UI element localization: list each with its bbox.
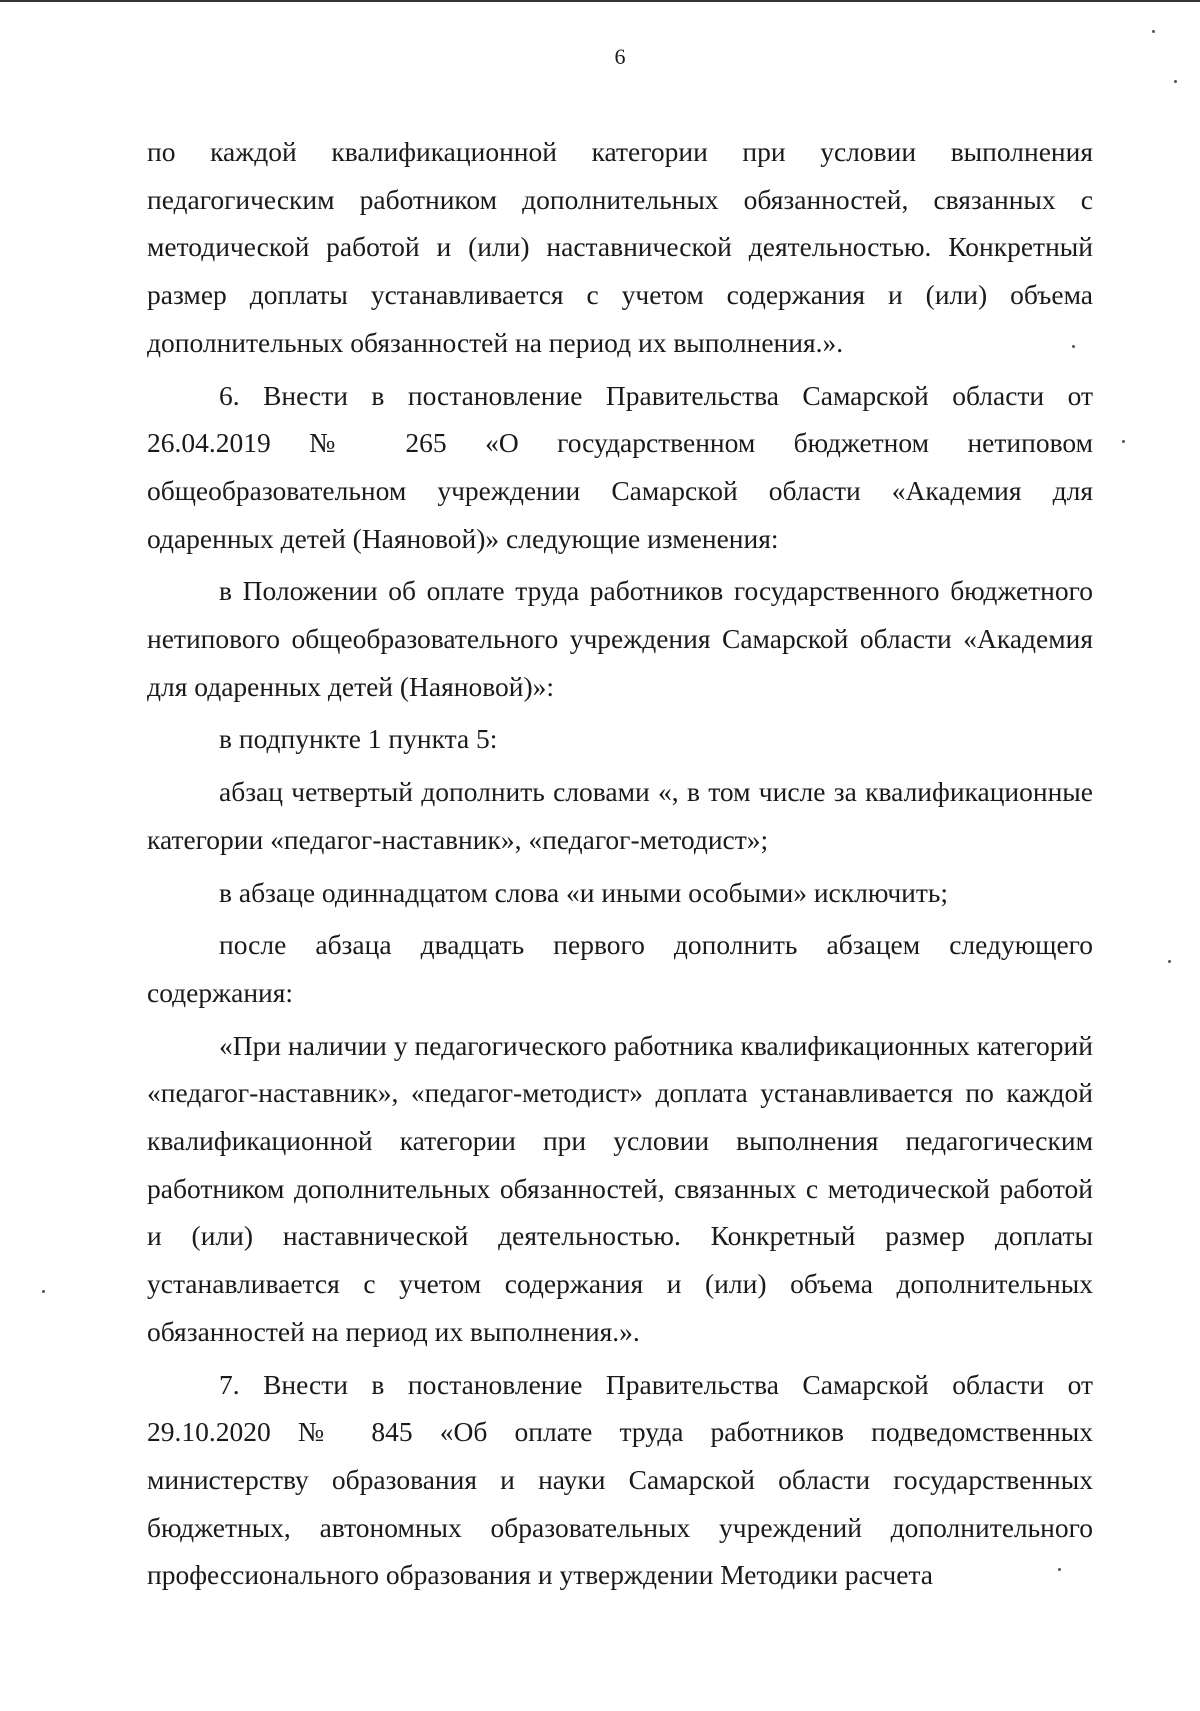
scan-speck: [1174, 80, 1177, 83]
paragraph-eleventh-abzac: в абзаце одиннадцатом слова «и иными особыми» исключить;: [219, 876, 949, 908]
paragraph-subpoint: в подпункте 1 пункта 5:: [219, 723, 498, 755]
paragraph-twenty-first-abzac: после абзаца двадцать первого дополнить абзацем следующего содержания:: [147, 929, 1093, 1008]
paragraph-item-6: 6. Внести в постановление Правительства Самарской области от 26.04.2019 № 265 «О государственном бюджетном нетиповом общеобразовательном учреждении Самарской области «Академия для одаренных детей (Наяновой)» следующие изменения:: [147, 379, 1093, 554]
paragraph-quoted-amendment: «При наличии у педагогического работника квалификационных категорий «педагог-наставник», «педагог-методист» доплата устанавливается по каждой квалификационной категории при условии выполнения педагогическим работником дополнительных обязанностей, связанных с методической работой и (или) наставнической деятельностью. Конкретный размер доплаты устанавливается с учетом содержания и (или) объема дополнительных обязанностей на период их выполнения.».: [147, 1029, 1093, 1347]
scan-top-edge: [0, 0, 1200, 2]
scan-speck: [42, 1290, 45, 1293]
scan-speck: [1058, 1568, 1061, 1571]
page-number: 6: [614, 44, 626, 69]
scan-speck: [1122, 440, 1125, 443]
paragraph-item-7: 7. Внести в постановление Правительства Самарской области от 29.10.2020 № 845 «Об оплате труда работников подведомственных министерству образования и науки Самарской области государственных бюджетных, автономных образовательных учреждений дополнительного профессионального образования и утверждении Методики расчета: [147, 1368, 1093, 1591]
scan-speck: [1168, 960, 1171, 963]
paragraph-fourth-abzac: абзац четвертый дополнить словами «, в том числе за квалификационные категории «педагог-наставник», «педагог-методист»;: [147, 776, 1093, 855]
scan-speck: [1152, 30, 1155, 33]
document-body: [147, 128, 1093, 1599]
paragraph-regulation: в Положении об оплате труда работников государственного бюджетного нетипового общеобразовательного учреждения Самарской области «Академия для одаренных детей (Наяновой)»:: [147, 575, 1093, 702]
scan-speck: [1072, 345, 1075, 348]
paragraph-continuation: по каждой квалификационной категории при условии выполнения педагогическим работником дополнительных обязанностей, связанных с методической работой и (или) наставнической деятельностью. Конкретный размер доплаты устанавливается с учетом содержания и (или) объема дополнительных обязанностей на период их выполнения.».: [147, 136, 1093, 358]
